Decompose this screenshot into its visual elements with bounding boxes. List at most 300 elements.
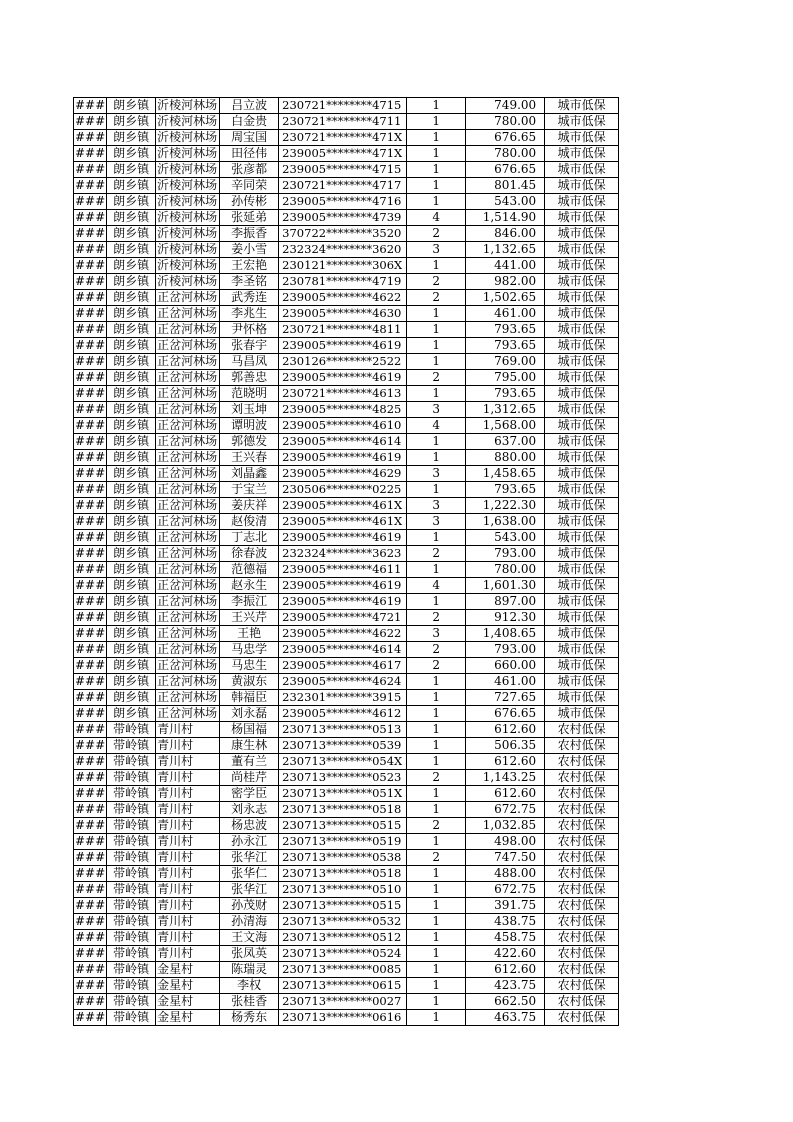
village-cell: 青川村 (156, 850, 220, 866)
town-cell: 朗乡镇 (107, 706, 156, 722)
amount-cell: 612.60 (466, 754, 545, 770)
row-id-cell: ### (75, 770, 106, 784)
amount-cell: 780.00 (466, 562, 545, 578)
amount-cell: 793.65 (466, 338, 545, 354)
name-cell: 范晓明 (220, 386, 279, 402)
name-cell: 赵俊清 (220, 514, 279, 530)
row-id-cell: ### (75, 322, 106, 336)
relief-type-cell: 城市低保 (545, 242, 619, 258)
name-cell: 武秀连 (220, 290, 279, 306)
name-cell: 尚桂芹 (220, 770, 279, 786)
amount-cell: 801.45 (466, 178, 545, 194)
village-cell: 正岔河林场 (156, 290, 220, 306)
row-id-cell: ### (75, 882, 106, 896)
household-count-cell: 1 (407, 194, 466, 210)
table-row (74, 594, 619, 610)
town-cell: 带岭镇 (107, 962, 156, 978)
village-cell: 正岔河林场 (156, 370, 220, 386)
name-cell: 张彦都 (220, 162, 279, 178)
relief-type-cell: 农村低保 (545, 834, 619, 850)
row-id-cell: ### (75, 738, 106, 752)
town-cell: 带岭镇 (107, 930, 156, 946)
relief-type-cell: 城市低保 (545, 114, 619, 130)
table-row (74, 338, 619, 354)
id-card-cell: 230713********0515 (279, 818, 407, 834)
name-cell: 田径伟 (220, 146, 279, 162)
name-cell: 刘永磊 (220, 706, 279, 722)
name-cell: 周宝国 (220, 130, 279, 146)
amount-cell: 498.00 (466, 834, 545, 850)
town-cell: 朗乡镇 (107, 434, 156, 450)
id-card-cell: 230713********0513 (279, 722, 407, 738)
relief-type-cell: 农村低保 (545, 738, 619, 754)
row-id-cell: ### (75, 978, 106, 992)
village-cell: 沂棱河林场 (156, 194, 220, 210)
table-row (74, 834, 619, 850)
village-cell: 正岔河林场 (156, 562, 220, 578)
village-cell: 正岔河林场 (156, 402, 220, 418)
id-card-cell: 230721********4715 (279, 98, 407, 114)
amount-cell: 780.00 (466, 146, 545, 162)
id-card-cell: 239005********4622 (279, 290, 407, 306)
town-cell: 朗乡镇 (107, 210, 156, 226)
amount-cell: 672.75 (466, 882, 545, 898)
town-cell: 朗乡镇 (107, 546, 156, 562)
household-count-cell: 1 (407, 914, 466, 930)
village-cell: 沂棱河林场 (156, 242, 220, 258)
id-card-cell: 239005********4619 (279, 450, 407, 466)
name-cell: 孙传彬 (220, 194, 279, 210)
row-id-cell: ### (75, 226, 106, 240)
table-row (74, 114, 619, 130)
relief-type-cell: 城市低保 (545, 434, 619, 450)
name-cell: 王兴春 (220, 450, 279, 466)
name-cell: 刘永志 (220, 802, 279, 818)
household-count-cell: 4 (407, 210, 466, 226)
town-cell: 朗乡镇 (107, 530, 156, 546)
town-cell: 朗乡镇 (107, 258, 156, 274)
household-count-cell: 4 (407, 578, 466, 594)
table-row (74, 1010, 619, 1026)
name-cell: 张桂香 (220, 994, 279, 1010)
household-count-cell: 1 (407, 930, 466, 946)
id-card-cell: 239005********4739 (279, 210, 407, 226)
table-row (74, 626, 619, 642)
table-row (74, 850, 619, 866)
village-cell: 沂棱河林场 (156, 178, 220, 194)
row-id-cell: ### (75, 818, 106, 832)
amount-cell: 676.65 (466, 130, 545, 146)
town-cell: 朗乡镇 (107, 354, 156, 370)
village-cell: 青川村 (156, 770, 220, 786)
village-cell: 青川村 (156, 866, 220, 882)
name-cell: 李兆生 (220, 306, 279, 322)
amount-cell: 637.00 (466, 434, 545, 450)
id-card-cell: 230721********471X (279, 130, 407, 146)
id-card-cell: 230721********4717 (279, 178, 407, 194)
relief-type-cell: 城市低保 (545, 370, 619, 386)
row-id-cell: ### (75, 434, 106, 448)
id-card-cell: 239005********4611 (279, 562, 407, 578)
town-cell: 带岭镇 (107, 914, 156, 930)
table-row (74, 930, 619, 946)
id-card-cell: 239005********461X (279, 514, 407, 530)
table-row (74, 898, 619, 914)
household-count-cell: 1 (407, 722, 466, 738)
relief-type-cell: 农村低保 (545, 882, 619, 898)
household-count-cell: 1 (407, 754, 466, 770)
village-cell: 正岔河林场 (156, 338, 220, 354)
household-count-cell: 1 (407, 386, 466, 402)
name-cell: 张延弟 (220, 210, 279, 226)
id-card-cell: 230713********0616 (279, 1010, 407, 1026)
table-row (74, 258, 619, 274)
relief-type-cell: 农村低保 (545, 962, 619, 978)
household-count-cell: 2 (407, 370, 466, 386)
row-id-cell: ### (75, 466, 106, 480)
household-count-cell: 1 (407, 178, 466, 194)
amount-cell: 506.35 (466, 738, 545, 754)
town-cell: 朗乡镇 (107, 562, 156, 578)
household-count-cell: 2 (407, 274, 466, 290)
name-cell: 孙清海 (220, 914, 279, 930)
row-id-cell: ### (75, 1010, 106, 1024)
relief-type-cell: 农村低保 (545, 978, 619, 994)
id-card-cell: 239005********4617 (279, 658, 407, 674)
table-row (74, 754, 619, 770)
row-id-cell: ### (75, 578, 106, 592)
amount-cell: 1,458.65 (466, 466, 545, 482)
relief-type-cell: 农村低保 (545, 786, 619, 802)
village-cell: 青川村 (156, 754, 220, 770)
household-count-cell: 1 (407, 322, 466, 338)
village-cell: 金星村 (156, 994, 220, 1010)
id-card-cell: 239005********4619 (279, 578, 407, 594)
town-cell: 朗乡镇 (107, 642, 156, 658)
name-cell: 姜小雪 (220, 242, 279, 258)
row-id-cell: ### (75, 530, 106, 544)
amount-cell: 676.65 (466, 706, 545, 722)
household-count-cell: 1 (407, 594, 466, 610)
table-row (74, 354, 619, 370)
town-cell: 带岭镇 (107, 754, 156, 770)
town-cell: 朗乡镇 (107, 274, 156, 290)
row-id-cell: ### (75, 450, 106, 464)
row-id-cell: ### (75, 850, 106, 864)
amount-cell: 749.00 (466, 98, 545, 114)
relief-type-cell: 城市低保 (545, 290, 619, 306)
row-id-cell: ### (75, 514, 106, 528)
relief-type-cell: 城市低保 (545, 178, 619, 194)
row-id-cell: ### (75, 114, 106, 128)
household-count-cell: 2 (407, 546, 466, 562)
row-id-cell: ### (75, 146, 106, 160)
village-cell: 金星村 (156, 962, 220, 978)
amount-cell: 543.00 (466, 194, 545, 210)
town-cell: 带岭镇 (107, 722, 156, 738)
amount-cell: 461.00 (466, 674, 545, 690)
town-cell: 朗乡镇 (107, 610, 156, 626)
id-card-cell: 230713********0615 (279, 978, 407, 994)
name-cell: 姜庆祥 (220, 498, 279, 514)
town-cell: 朗乡镇 (107, 306, 156, 322)
amount-cell: 461.00 (466, 306, 545, 322)
amount-cell: 727.65 (466, 690, 545, 706)
town-cell: 朗乡镇 (107, 594, 156, 610)
amount-cell: 1,502.65 (466, 290, 545, 306)
relief-type-cell: 城市低保 (545, 226, 619, 242)
name-cell: 王艳 (220, 626, 279, 642)
row-id-cell: ### (75, 386, 106, 400)
relief-type-cell: 农村低保 (545, 994, 619, 1010)
amount-cell: 793.00 (466, 642, 545, 658)
household-count-cell: 1 (407, 690, 466, 706)
village-cell: 正岔河林场 (156, 322, 220, 338)
id-card-cell: 230721********4711 (279, 114, 407, 130)
town-cell: 朗乡镇 (107, 146, 156, 162)
id-card-cell: 370722********3520 (279, 226, 407, 242)
town-cell: 朗乡镇 (107, 626, 156, 642)
village-cell: 沂棱河林场 (156, 114, 220, 130)
id-card-cell: 239005********4619 (279, 338, 407, 354)
relief-type-cell: 农村低保 (545, 866, 619, 882)
household-count-cell: 2 (407, 642, 466, 658)
row-id-cell: ### (75, 194, 106, 208)
town-cell: 朗乡镇 (107, 450, 156, 466)
table-row (74, 642, 619, 658)
amount-cell: 880.00 (466, 450, 545, 466)
name-cell: 张凤英 (220, 946, 279, 962)
relief-type-cell: 农村低保 (545, 818, 619, 834)
amount-cell: 422.60 (466, 946, 545, 962)
town-cell: 带岭镇 (107, 850, 156, 866)
amount-cell: 793.00 (466, 546, 545, 562)
relief-type-cell: 城市低保 (545, 402, 619, 418)
amount-cell: 846.00 (466, 226, 545, 242)
relief-type-cell: 城市低保 (545, 594, 619, 610)
amount-cell: 912.30 (466, 610, 545, 626)
village-cell: 金星村 (156, 1010, 220, 1026)
household-count-cell: 1 (407, 834, 466, 850)
row-id-cell: ### (75, 402, 106, 416)
town-cell: 朗乡镇 (107, 338, 156, 354)
name-cell: 范德福 (220, 562, 279, 578)
household-count-cell: 1 (407, 706, 466, 722)
name-cell: 王兴芹 (220, 610, 279, 626)
relief-type-cell: 城市低保 (545, 306, 619, 322)
village-cell: 青川村 (156, 898, 220, 914)
row-id-cell: ### (75, 178, 106, 192)
village-cell: 青川村 (156, 802, 220, 818)
row-id-cell: ### (75, 946, 106, 960)
relief-type-cell: 城市低保 (545, 706, 619, 722)
row-id-cell: ### (75, 498, 106, 512)
town-cell: 带岭镇 (107, 898, 156, 914)
town-cell: 朗乡镇 (107, 386, 156, 402)
village-cell: 正岔河林场 (156, 482, 220, 498)
table-row (74, 514, 619, 530)
table-row (74, 962, 619, 978)
id-card-cell: 239005********4612 (279, 706, 407, 722)
row-id-cell: ### (75, 962, 106, 976)
relief-type-cell: 城市低保 (545, 626, 619, 642)
row-id-cell: ### (75, 354, 106, 368)
village-cell: 正岔河林场 (156, 674, 220, 690)
village-cell: 正岔河林场 (156, 546, 220, 562)
household-count-cell: 1 (407, 130, 466, 146)
village-cell: 青川村 (156, 930, 220, 946)
village-cell: 青川村 (156, 722, 220, 738)
id-card-cell: 230506********0225 (279, 482, 407, 498)
name-cell: 马忠学 (220, 642, 279, 658)
amount-cell: 897.00 (466, 594, 545, 610)
relief-type-cell: 城市低保 (545, 338, 619, 354)
name-cell: 董有兰 (220, 754, 279, 770)
amount-cell: 423.75 (466, 978, 545, 994)
relief-type-cell: 城市低保 (545, 610, 619, 626)
table-row (74, 402, 619, 418)
town-cell: 带岭镇 (107, 834, 156, 850)
household-count-cell: 1 (407, 450, 466, 466)
id-card-cell: 239005********4619 (279, 370, 407, 386)
relief-type-cell: 城市低保 (545, 210, 619, 226)
row-id-cell: ### (75, 674, 106, 688)
amount-cell: 795.00 (466, 370, 545, 386)
relief-type-cell: 农村低保 (545, 914, 619, 930)
household-count-cell: 1 (407, 146, 466, 162)
household-count-cell: 3 (407, 242, 466, 258)
name-cell: 康生林 (220, 738, 279, 754)
row-id-cell: ### (75, 898, 106, 912)
village-cell: 正岔河林场 (156, 498, 220, 514)
table-row (74, 802, 619, 818)
name-cell: 丁志北 (220, 530, 279, 546)
table-row (74, 178, 619, 194)
table-row (74, 210, 619, 226)
amount-cell: 769.00 (466, 354, 545, 370)
row-id-cell: ### (75, 930, 106, 944)
village-cell: 正岔河林场 (156, 354, 220, 370)
household-count-cell: 1 (407, 338, 466, 354)
amount-cell: 458.75 (466, 930, 545, 946)
town-cell: 朗乡镇 (107, 322, 156, 338)
amount-cell: 1,132.65 (466, 242, 545, 258)
village-cell: 青川村 (156, 738, 220, 754)
household-count-cell: 2 (407, 770, 466, 786)
town-cell: 朗乡镇 (107, 226, 156, 242)
table-row (74, 978, 619, 994)
town-cell: 带岭镇 (107, 770, 156, 786)
table-row (74, 370, 619, 386)
household-count-cell: 1 (407, 482, 466, 498)
household-count-cell: 2 (407, 610, 466, 626)
village-cell: 沂棱河林场 (156, 210, 220, 226)
id-card-cell: 230713********0085 (279, 962, 407, 978)
household-count-cell: 1 (407, 562, 466, 578)
town-cell: 朗乡镇 (107, 514, 156, 530)
town-cell: 带岭镇 (107, 802, 156, 818)
row-id-cell: ### (75, 994, 106, 1008)
amount-cell: 463.75 (466, 1010, 545, 1026)
household-count-cell: 1 (407, 162, 466, 178)
id-card-cell: 230781********4719 (279, 274, 407, 290)
row-id-cell: ### (75, 546, 106, 560)
amount-cell: 672.75 (466, 802, 545, 818)
table-row (74, 946, 619, 962)
relief-type-cell: 城市低保 (545, 498, 619, 514)
household-count-cell: 1 (407, 866, 466, 882)
relief-type-cell: 城市低保 (545, 130, 619, 146)
table-body (74, 98, 619, 1026)
relief-type-cell: 城市低保 (545, 546, 619, 562)
village-cell: 正岔河林场 (156, 706, 220, 722)
table-row (74, 146, 619, 162)
town-cell: 朗乡镇 (107, 98, 156, 114)
table-row (74, 610, 619, 626)
id-card-cell: 230713********0538 (279, 850, 407, 866)
village-cell: 正岔河林场 (156, 434, 220, 450)
amount-cell: 391.75 (466, 898, 545, 914)
id-card-cell: 230713********0523 (279, 770, 407, 786)
town-cell: 带岭镇 (107, 786, 156, 802)
relief-type-cell: 城市低保 (545, 466, 619, 482)
village-cell: 正岔河林场 (156, 690, 220, 706)
id-card-cell: 230713********0510 (279, 882, 407, 898)
amount-cell: 1,568.00 (466, 418, 545, 434)
row-id-cell: ### (75, 754, 106, 768)
table-row (74, 690, 619, 706)
amount-cell: 1,638.00 (466, 514, 545, 530)
relief-type-cell: 城市低保 (545, 450, 619, 466)
relief-type-cell: 农村低保 (545, 802, 619, 818)
name-cell: 陈瑞灵 (220, 962, 279, 978)
id-card-cell: 239005********461X (279, 498, 407, 514)
id-card-cell: 230721********4811 (279, 322, 407, 338)
town-cell: 朗乡镇 (107, 498, 156, 514)
relief-type-cell: 城市低保 (545, 514, 619, 530)
amount-cell: 488.00 (466, 866, 545, 882)
village-cell: 正岔河林场 (156, 386, 220, 402)
table-row (74, 194, 619, 210)
id-card-cell: 239005********4715 (279, 162, 407, 178)
amount-cell: 543.00 (466, 530, 545, 546)
table-row (74, 818, 619, 834)
row-id-cell: ### (75, 130, 106, 144)
amount-cell: 612.60 (466, 786, 545, 802)
town-cell: 朗乡镇 (107, 130, 156, 146)
household-count-cell: 1 (407, 354, 466, 370)
household-count-cell: 1 (407, 946, 466, 962)
amount-cell: 1,514.90 (466, 210, 545, 226)
amount-cell: 676.65 (466, 162, 545, 178)
name-cell: 徐春波 (220, 546, 279, 562)
row-id-cell: ### (75, 210, 106, 224)
table-row (74, 994, 619, 1010)
row-id-cell: ### (75, 242, 106, 256)
relief-type-cell: 城市低保 (545, 274, 619, 290)
relief-type-cell: 城市低保 (545, 578, 619, 594)
name-cell: 王文海 (220, 930, 279, 946)
village-cell: 青川村 (156, 834, 220, 850)
id-card-cell: 232324********3623 (279, 546, 407, 562)
relief-type-cell: 城市低保 (545, 562, 619, 578)
town-cell: 带岭镇 (107, 882, 156, 898)
amount-cell: 1,601.30 (466, 578, 545, 594)
relief-type-cell: 城市低保 (545, 482, 619, 498)
table-row (74, 274, 619, 290)
relief-type-cell: 城市低保 (545, 642, 619, 658)
id-card-cell: 230713********0524 (279, 946, 407, 962)
